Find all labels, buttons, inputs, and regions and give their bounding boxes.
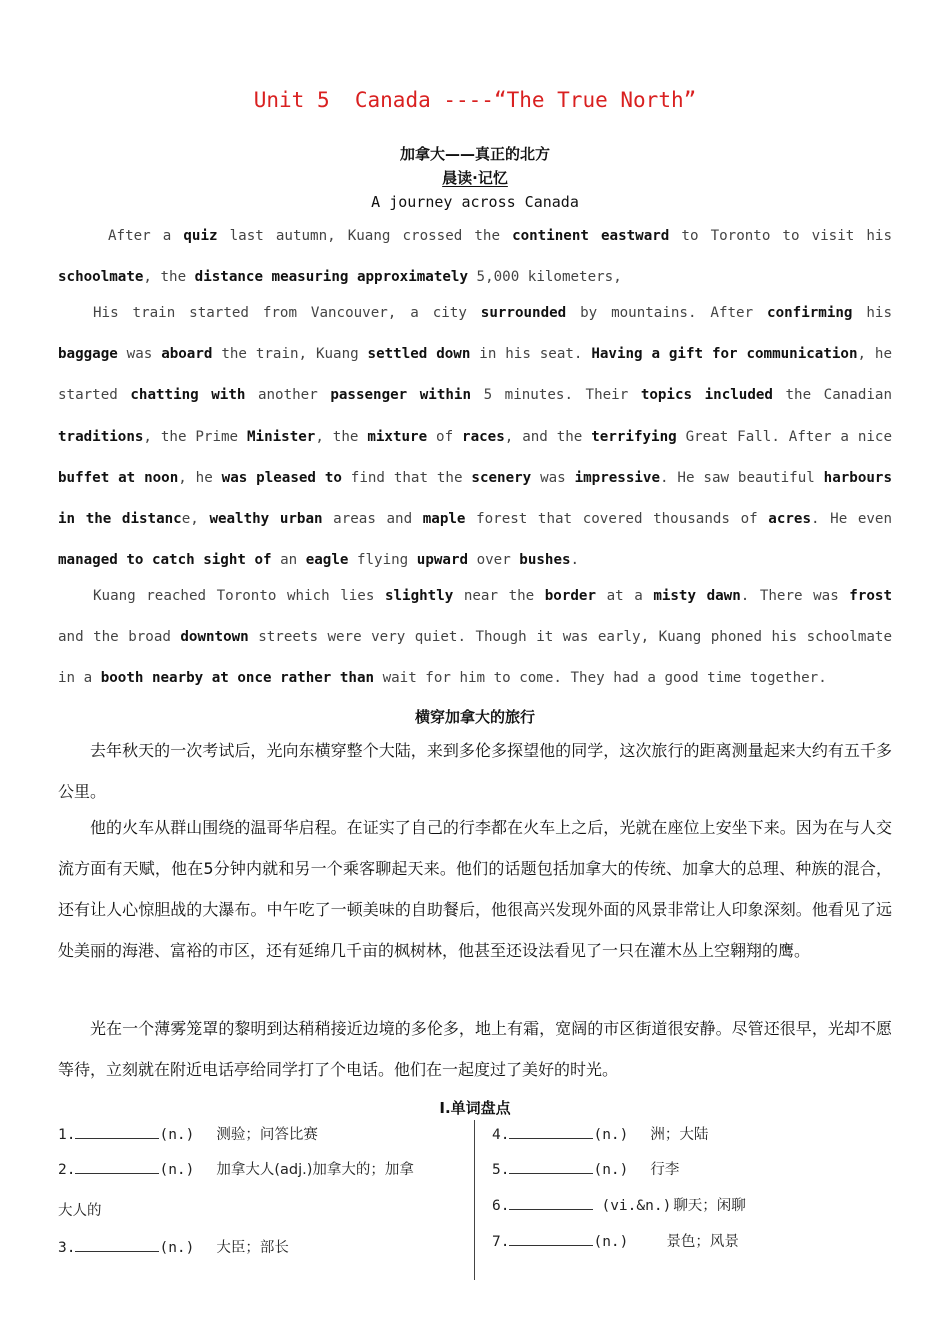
vocab-highlight: races — [462, 428, 505, 445]
passage-text: , the Prime — [143, 428, 248, 445]
answer-blank[interactable] — [75, 1159, 159, 1174]
vocab-highlight: border — [544, 588, 597, 604]
vocab-item-3 — [58, 1236, 289, 1257]
vocab-item-1 — [58, 1123, 318, 1144]
vocab-highlight: eagle — [305, 552, 349, 569]
vocab-number: 5. — [492, 1162, 510, 1178]
vocab-highlight: was pleased to — [221, 469, 342, 486]
vocab-highlight: schoolmate — [58, 269, 144, 286]
vocab-highlight: continent eastward — [512, 228, 670, 244]
section-label-container — [58, 167, 892, 188]
vocab-highlight: buffet at noon — [58, 469, 179, 486]
passage-text: in his seat. — [470, 346, 592, 363]
passage-text: by mountains. After — [566, 305, 768, 321]
passage-text: the train, Kuang — [212, 346, 368, 363]
passage-text: streets were very quiet. Though it was early, Kuang phoned his schoolmate in a — [58, 629, 892, 687]
passage-text: . There was — [740, 588, 850, 604]
vocab-highlight: frost — [849, 588, 893, 604]
chinese-paragraph-2: 他的火车从群山围绕的温哥华启程。在证实了自己的行李都在火车上之后，光就在座位上安坐下来。因为在与人交流方面有天赋，他在5分钟内就和另一个乘客聊起天来。他们的话题包括加拿大的传统、加拿大的总理、种族的混合，还有让人心惊胆战的大瀑布。中午吃了一顿美味的自助餐后，他很高兴发现外面的风景非常让人印象深刻。他看见了远处美丽的海港、富裕的市区，还有延绵几千亩的枫树林，他甚至还设法看见了一只在灌木丛上空翱翔的鹰。 — [58, 818, 892, 960]
vocab-highlight: passenger within — [330, 387, 472, 404]
vocab-highlight: misty dawn — [653, 588, 741, 604]
vocab-highlight: Minister — [247, 428, 316, 445]
passage-text: 5,000 kilometers, — [468, 269, 622, 286]
vocab-meaning: 测验；问答比赛 — [216, 1127, 318, 1143]
answer-blank[interactable] — [75, 1237, 159, 1252]
answer-blank[interactable] — [509, 1195, 593, 1210]
vocab-highlight: settled down — [367, 346, 471, 363]
vocab-highlight: managed to catch sight of — [58, 552, 272, 569]
chinese-paragraph-3: 光在一个薄雾笼罩的黎明到达稍稍接近边境的多伦多，地上有霜，宽阔的市区街道很安静。尽管还很早，光却不愿等待，立刻就在附近电话亭给同学打了个电话。他们在一起度过了美好的时光。 — [58, 1019, 892, 1079]
vocab-highlight: traditions — [58, 428, 144, 445]
passage-text: , he started — [58, 346, 893, 404]
vocab-highlight: bushes — [519, 552, 571, 569]
vocab-highlight: downtown — [180, 629, 249, 646]
chinese-subtitle: 加拿大——真正的北方 — [399, 145, 550, 163]
answer-blank[interactable] — [509, 1124, 593, 1139]
vocab-number: 4. — [492, 1127, 510, 1143]
vocab-item-4 — [492, 1123, 708, 1144]
vocab-pos: (vi.&n.) — [601, 1198, 672, 1214]
english-paragraph-2 — [58, 293, 892, 581]
chinese-passage-title: 横穿加拿大的旅行 — [414, 708, 535, 726]
passage-text: wait for him to come. They had a good time together. — [374, 670, 827, 687]
vocab-highlight: scenery — [471, 469, 532, 486]
passage-text: 5 minutes. Their — [471, 387, 641, 404]
vocab-highlight: distance measuring approximately — [194, 269, 469, 286]
vocab-meaning: 洲；大陆 — [650, 1127, 709, 1143]
answer-blank[interactable] — [75, 1124, 159, 1139]
vocab-highlight: mixture — [367, 428, 428, 445]
vocab-highlight: surrounded — [480, 305, 567, 321]
vocab-pos: (n.) — [593, 1127, 629, 1143]
vocab-number: 2. — [58, 1162, 76, 1178]
passage-text: . — [570, 552, 580, 569]
vocab-pos: (n.) — [159, 1162, 195, 1178]
english-paragraph-3 — [58, 576, 892, 700]
vocab-highlight: booth nearby at once rather than — [100, 670, 375, 687]
passage-text: over — [468, 552, 520, 569]
vocab-highlight: terrifying — [591, 428, 677, 445]
column-divider — [474, 1120, 475, 1280]
passage-text: flying — [348, 552, 417, 569]
vocab-meaning: 景色；风景 — [666, 1234, 739, 1250]
passage-text: . He even — [811, 511, 893, 528]
vocab-meaning: 加拿大人(adj.)加拿大的；加拿 — [216, 1162, 414, 1178]
answer-blank[interactable] — [509, 1159, 593, 1174]
chinese-paragraph-1: 去年秋天的一次考试后，光向东横穿整个大陆，来到多伦多探望他的同学，这次旅行的距离测量起来大约有五千多公里。 — [58, 741, 892, 801]
vocab-number: 6. — [492, 1198, 510, 1214]
vocab-section-title: Ⅰ.单词盘点 — [439, 1099, 511, 1117]
passage-text: , the — [315, 428, 368, 445]
vocab-highlight: upward — [416, 552, 469, 569]
passage-text: another — [245, 387, 331, 404]
vocab-highlight: quiz — [183, 228, 218, 244]
passage-text: After a — [108, 228, 184, 244]
vocab-pos: (n.) — [593, 1234, 629, 1250]
vocab-highlight: harbours in the distanc — [58, 469, 892, 528]
passage-text: an — [271, 552, 306, 569]
vocab-item-7 — [492, 1230, 739, 1251]
vocab-pos: (n.) — [593, 1162, 629, 1178]
passage-title: A journey across Canada — [371, 193, 579, 211]
passage-text: e, — [181, 511, 210, 528]
passage-text: and the broad — [58, 629, 181, 646]
passage-text: areas and — [322, 511, 423, 528]
passage-text: was — [531, 469, 575, 486]
vocab-number: 1. — [58, 1127, 76, 1143]
passage-text: the Canadian — [772, 387, 893, 404]
vocab-highlight: slightly — [384, 588, 454, 604]
vocab-number: 7. — [492, 1234, 510, 1250]
vocab-meaning: 行李 — [650, 1162, 680, 1178]
passage-text: , and the — [504, 428, 592, 445]
answer-blank[interactable] — [509, 1231, 593, 1246]
passage-text: Kuang reached Toronto which lies — [93, 588, 385, 604]
passage-text: his — [852, 305, 893, 321]
passage-text: was — [117, 346, 162, 363]
passage-text: last autumn, Kuang crossed the — [217, 228, 513, 244]
unit-title: Unit 5 Canada ----“The True North” — [253, 88, 697, 112]
passage-text: forest that covered thousands of — [465, 511, 769, 528]
vocab-highlight: wealthy urban — [209, 511, 323, 528]
passage-text: Great Fall. After a nice — [676, 428, 893, 445]
english-paragraph-1 — [58, 216, 892, 298]
vocab-highlight: aboard — [161, 346, 213, 363]
passage-text: at a — [596, 588, 654, 604]
vocab-highlight: baggage — [58, 346, 118, 363]
vocab-highlight: acres — [768, 511, 811, 528]
vocab-number: 3. — [58, 1240, 76, 1256]
vocab-pos: (n.) — [159, 1127, 195, 1143]
vocab-meaning: 大臣；部长 — [216, 1240, 289, 1256]
passage-text: , he — [178, 469, 222, 486]
passage-text: near the — [453, 588, 545, 604]
section-label: 晨读·记忆 — [442, 169, 508, 187]
vocab-item-2 — [58, 1158, 414, 1179]
vocab-highlight: chatting with — [130, 387, 246, 404]
vocab-item-2-continuation: 大人的 — [58, 1203, 102, 1219]
vocab-highlight: Having a gift for communication — [591, 346, 858, 363]
vocab-pos: (n.) — [159, 1240, 195, 1256]
vocab-highlight: maple — [422, 511, 466, 528]
vocab-highlight: confirming — [767, 305, 853, 321]
vocab-item-6 — [492, 1194, 746, 1215]
passage-text: of — [427, 428, 463, 445]
passage-text: . He saw beautiful — [660, 469, 824, 486]
vocab-meaning: 聊天；闲聊 — [673, 1198, 746, 1214]
vocab-highlight: topics included — [640, 387, 773, 404]
passage-text: find that the — [341, 469, 472, 486]
vocab-item-5 — [492, 1158, 679, 1179]
vocab-highlight: impressive — [574, 469, 661, 486]
passage-text: , the — [143, 269, 195, 286]
passage-text: to Toronto to visit his — [669, 228, 892, 244]
passage-text: His train started from Vancouver, a city — [93, 305, 481, 321]
